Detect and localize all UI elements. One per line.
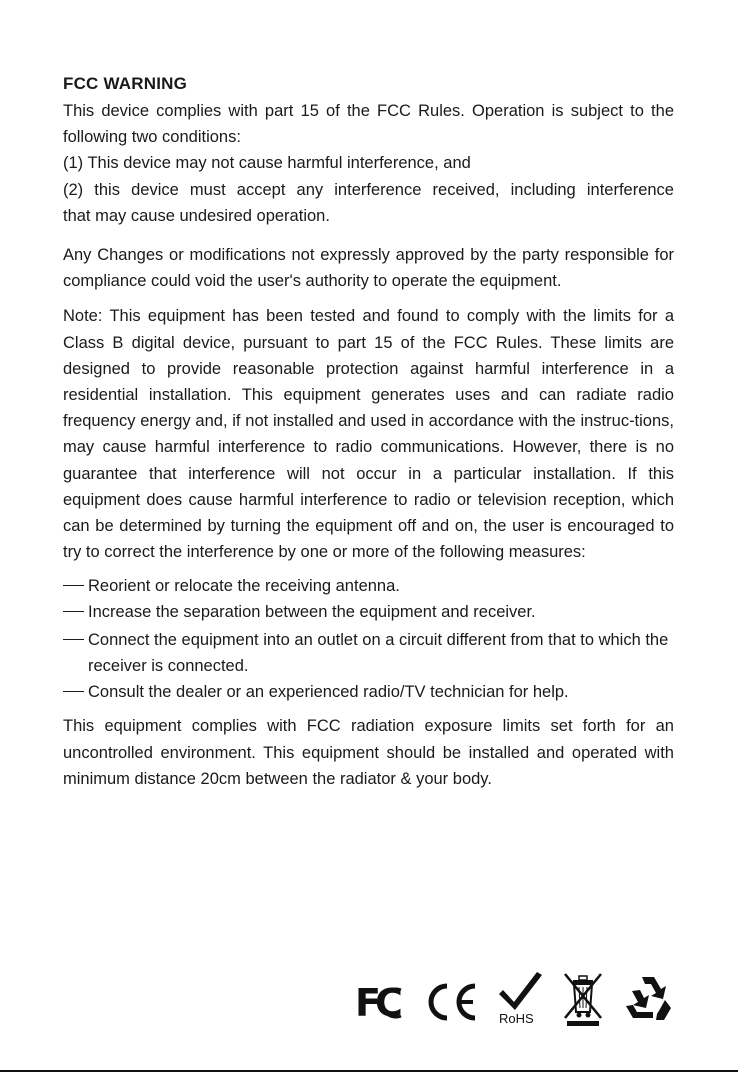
intro-line: following two conditions:: [63, 128, 241, 147]
dash-bullet: [63, 611, 84, 612]
radiation-paragraph: This equipment complies with FCC radiation exposure limits set forth for an uncontrolled environment. This equipment should be installed and operated with minimum distance 20cm between the radiator & your body.: [63, 717, 674, 788]
recycle-icon: [623, 974, 673, 1022]
fcc-logo-icon: [355, 982, 409, 1022]
fcc-warning-document: [63, 74, 674, 792]
list-item: [63, 573, 674, 599]
measures-list: [63, 573, 674, 705]
certification-logos: [355, 968, 675, 1028]
dash-bullet: [63, 691, 84, 692]
rohs-check-icon: [497, 968, 547, 1026]
page-title: FCC WARNING: [63, 74, 188, 93]
measure-text: Consult the dealer or an experienced radio/TV technician for help.: [88, 683, 569, 702]
changes-paragraph: Any Changes or modifications not expressly approved by the party responsible for compliance could void the user's authority to operate the equipment.: [63, 246, 674, 291]
measure-text: Connect the equipment into an outlet on a circuit different from that to which the receiver is connected.: [88, 631, 669, 676]
measure-text: Reorient or relocate the receiving antenna.: [88, 577, 400, 596]
list-item: [63, 627, 674, 679]
ce-mark-icon: [425, 982, 481, 1022]
measure-text: Increase the separation between the equipment and receiver.: [88, 603, 536, 622]
intro-paragraph: [63, 98, 674, 229]
dash-bullet: [63, 585, 84, 586]
list-item: [63, 599, 674, 625]
list-item: [63, 679, 674, 705]
dash-bullet: [63, 639, 84, 640]
intro-line: This device complies with part 15 of the FCC Rules. Operation is subject to the: [63, 102, 674, 120]
fcc-logo-text: FC: [355, 982, 397, 1022]
note-paragraph: Note: This equipment has been tested and found to comply with the limits for a Class B digital device, pursuant to part 15 of the FCC Rules. These limits are designed to provide reasonable protection against harmful interference in a residential installation. This equipment generates uses and can radiate radio frequency energy and, if not installed and used in accordance with the instruc-tions, may cause harmful interference to radio communications. However, there is no guarantee that interference will not occur in a particular installation. If this equipment does cause harmful interference to radio or television reception, which can be determined by turning the equipment off and on, the user is encouraged to try to correct the interference by one or more of the following measures:: [63, 307, 674, 562]
intro-line: (2) this device must accept any interference received, including interference: [63, 180, 674, 199]
rohs-label: RoHS: [499, 1011, 534, 1026]
intro-line: (1) This device may not cause harmful interference, and: [63, 154, 471, 173]
weee-crossed-bin-icon: [561, 970, 605, 1026]
intro-line: that may cause undesired operation.: [63, 206, 330, 225]
